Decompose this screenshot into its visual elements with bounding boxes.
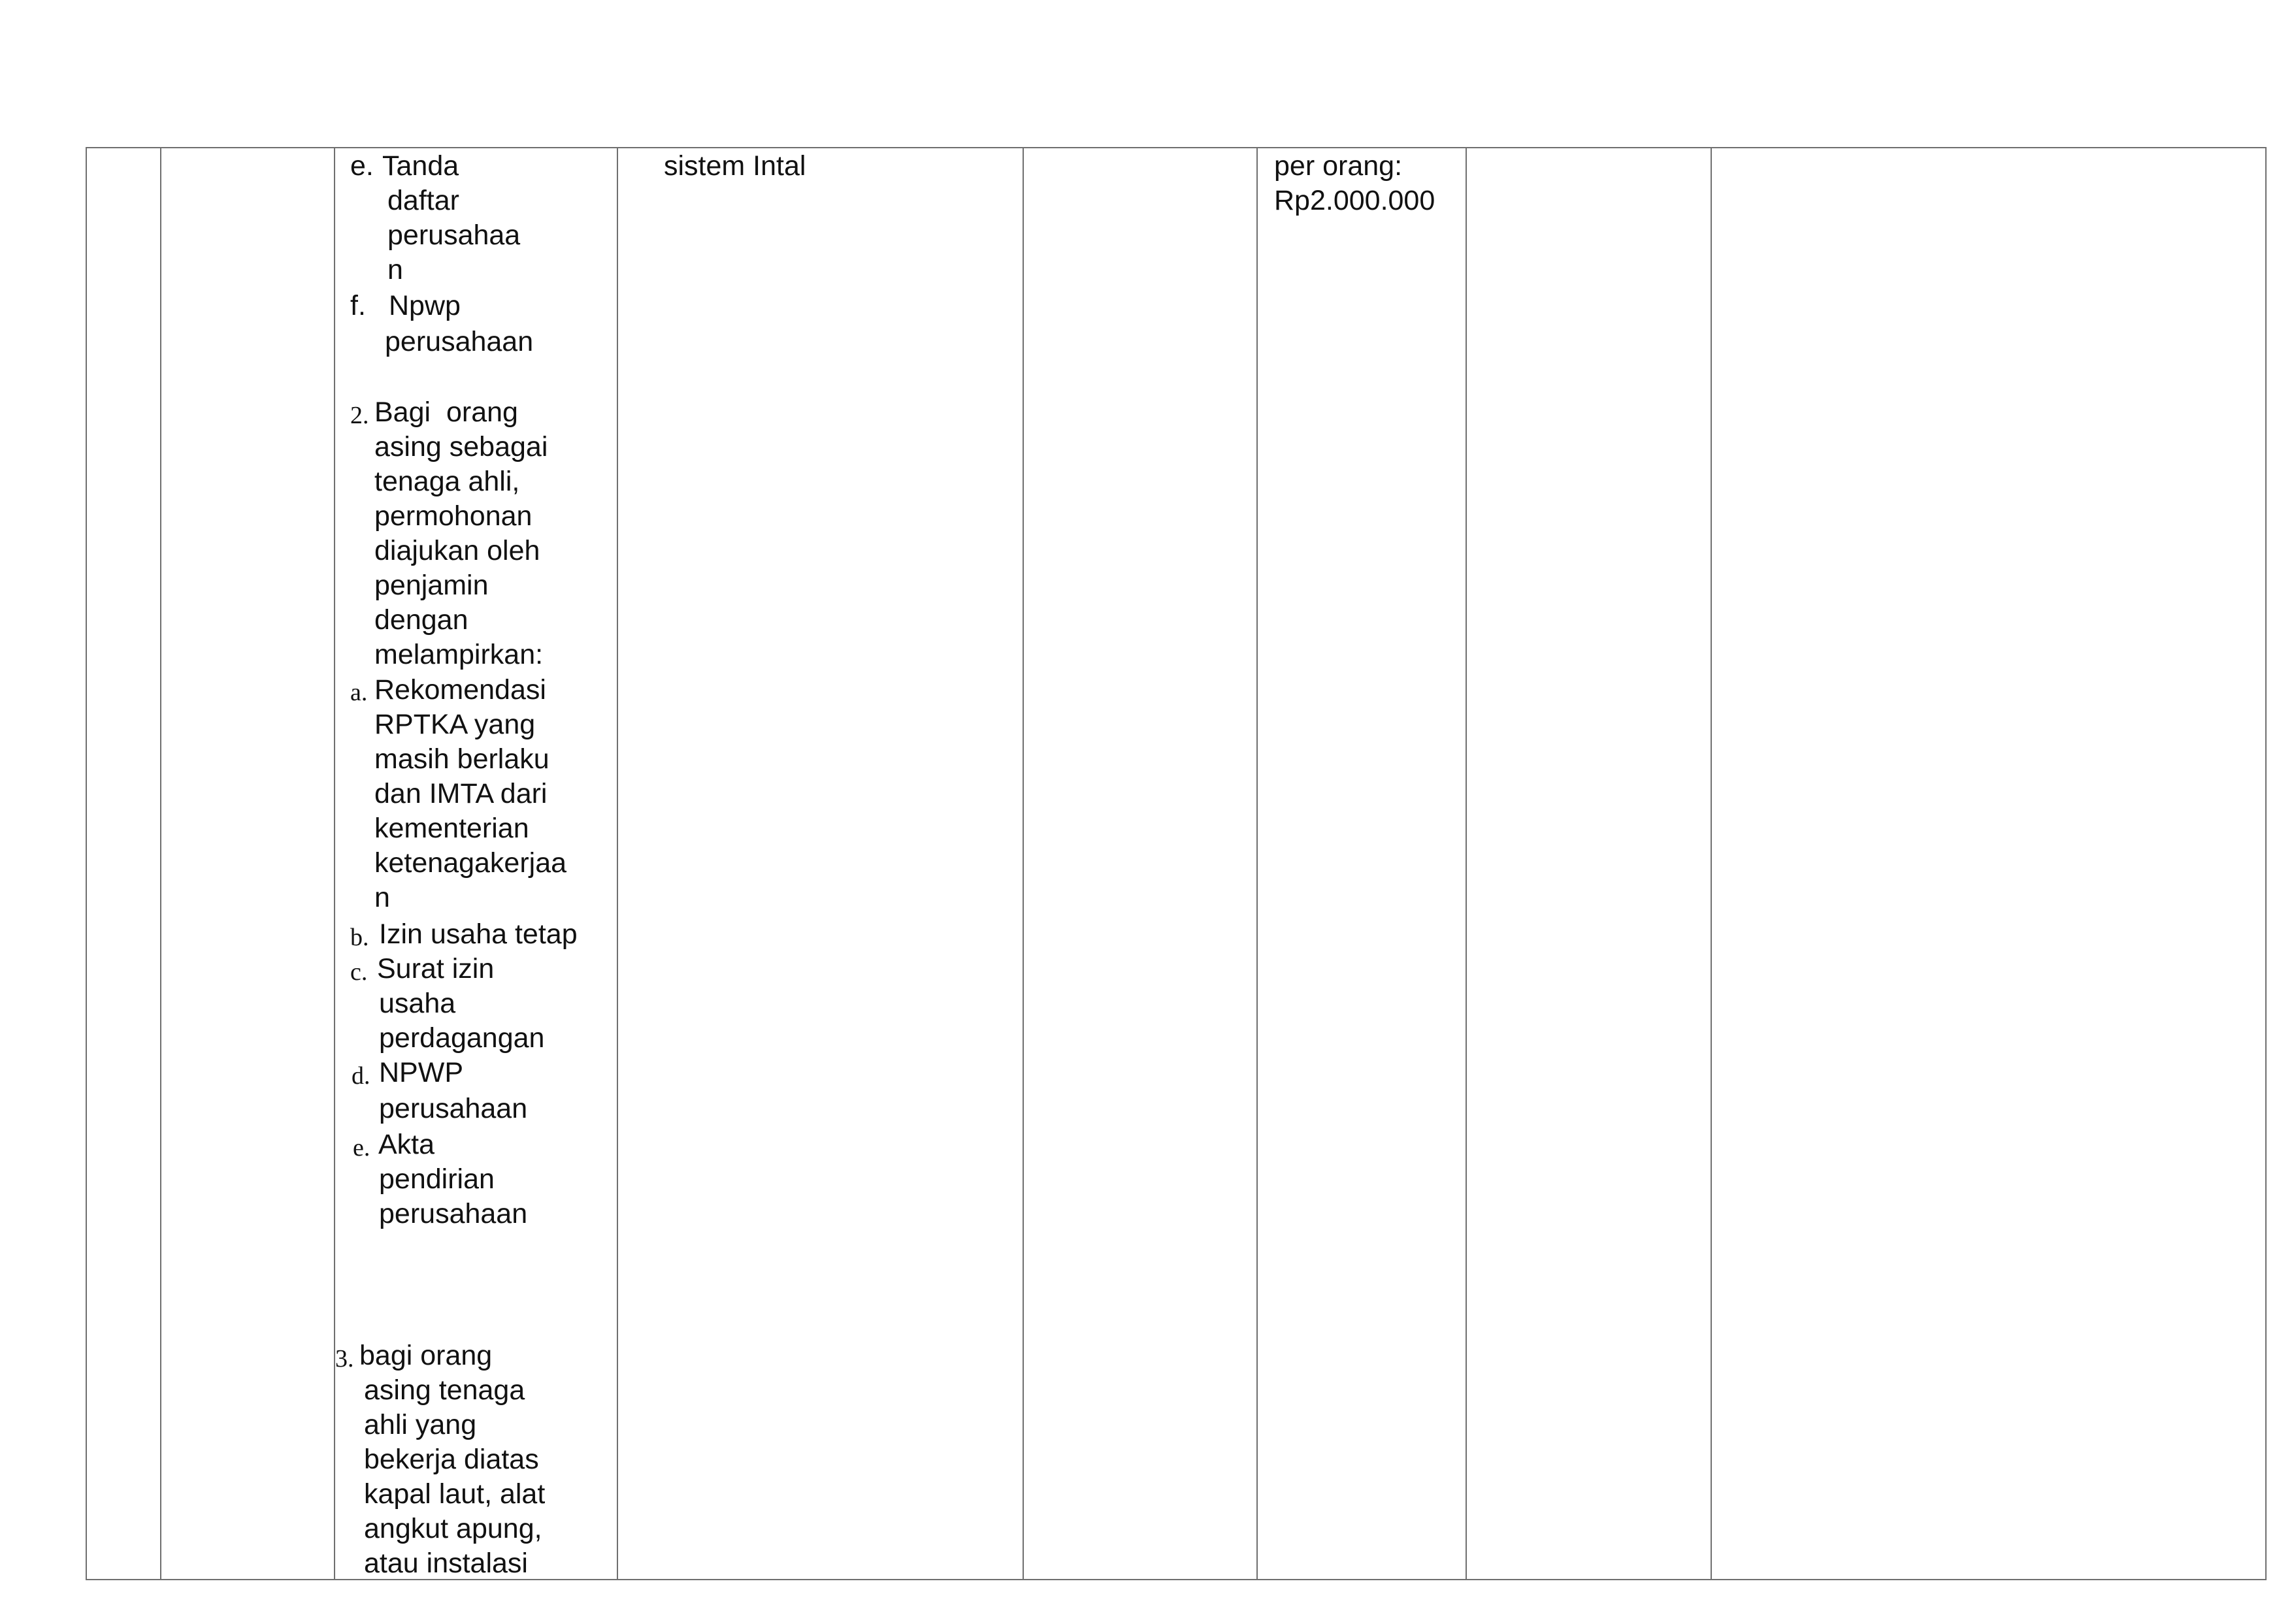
section-line: tenaga ahli,: [374, 466, 520, 497]
section-marker-2: 2.: [350, 402, 369, 429]
list-item-line: ketenagakerjaa: [374, 847, 567, 879]
list-item-line: Rekomendasi: [374, 674, 546, 706]
list-item-line: Izin usaha tetap: [379, 918, 578, 950]
section-line: asing tenaga: [364, 1374, 525, 1406]
section-line: asing sebagai: [374, 431, 548, 463]
list-marker-a: a.: [350, 679, 368, 706]
list-item-line: n: [387, 254, 403, 285]
list-marker-e2: e.: [353, 1134, 370, 1161]
list-item-line: perdagangan: [379, 1022, 545, 1054]
list-item-line: daftar: [387, 185, 459, 216]
fee-label: per orang:: [1274, 150, 1403, 182]
list-item-line: Akta: [378, 1129, 435, 1160]
list-item-line: RPTKA yang: [374, 709, 536, 740]
list-item-line: perusahaa: [387, 219, 521, 251]
column-divider-7: [1711, 148, 1712, 1579]
section-line: bagi orang: [359, 1340, 493, 1371]
section-line: penjamin: [374, 570, 489, 601]
list-item-line: kementerian: [374, 813, 529, 844]
list-item-line: masih berlaku: [374, 743, 549, 775]
list-item-line: perusahaan: [379, 1093, 528, 1124]
list-marker-c: c.: [350, 958, 368, 986]
section-line: dengan: [374, 604, 468, 636]
column-divider-1: [160, 148, 161, 1579]
list-item-line: pendirian: [379, 1163, 495, 1195]
list-item-line: Npwp: [389, 290, 461, 321]
list-item-line: perusahaan: [379, 1198, 528, 1229]
section-line: Bagi orang: [374, 397, 518, 428]
list-marker-f: f.: [350, 290, 366, 321]
column-divider-6: [1466, 148, 1467, 1579]
list-item-line: Surat izin: [377, 953, 495, 984]
section-line: melampirkan:: [374, 639, 544, 670]
list-item-line: Tanda: [382, 150, 459, 182]
list-marker-b: b.: [350, 924, 369, 951]
column-divider-4: [1023, 148, 1024, 1579]
list-marker-d: d.: [352, 1062, 370, 1090]
list-item-line: n: [374, 882, 390, 913]
section-line: angkut apung,: [364, 1513, 542, 1544]
list-item-line: dan IMTA dari: [374, 778, 548, 809]
list-marker-e: e.: [350, 150, 374, 182]
section-line: kapal laut, alat: [364, 1478, 546, 1510]
list-item-line: NPWP: [379, 1057, 463, 1088]
section-line: bekerja diatas: [364, 1444, 539, 1475]
column-divider-3: [617, 148, 618, 1579]
system-text: sistem Intal: [664, 150, 806, 182]
list-item-line: usaha: [379, 988, 456, 1019]
column-divider-5: [1256, 148, 1258, 1579]
section-line: ahli yang: [364, 1409, 477, 1440]
fee-amount: Rp2.000.000: [1274, 185, 1435, 216]
section-line: diajukan oleh: [374, 535, 540, 566]
section-marker-3: 3.: [335, 1345, 354, 1372]
list-item-line: perusahaan: [385, 326, 534, 357]
section-line: atau instalasi: [364, 1548, 528, 1579]
section-line: permohonan: [374, 500, 533, 532]
